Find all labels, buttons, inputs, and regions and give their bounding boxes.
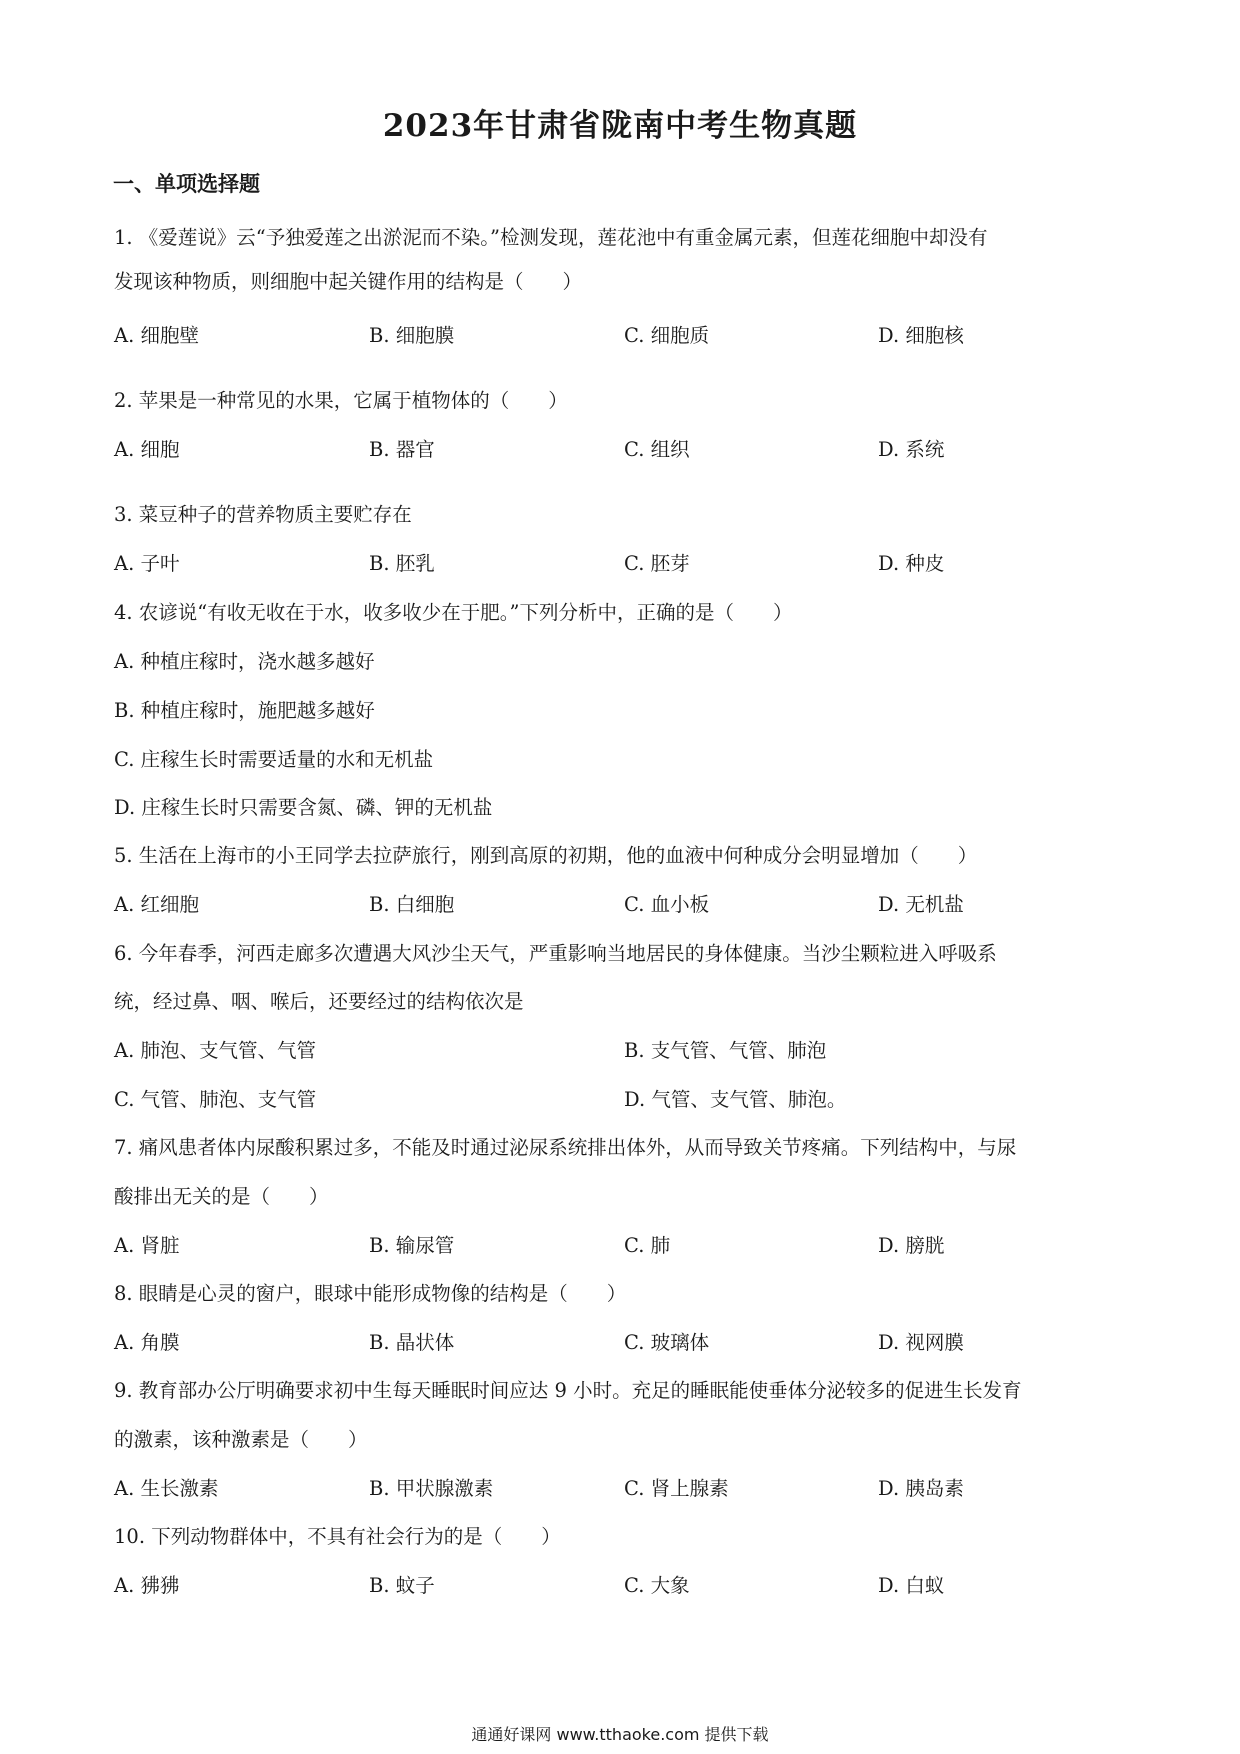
question-10-option-c: C. 大象	[624, 1574, 690, 1597]
question-7-option-c: C. 肺	[624, 1234, 671, 1257]
question-5-line-1: 5. 生活在上海市的小王同学去拉萨旅行，刚到高原的初期，他的血液中何种成分会明显增加（ ）	[114, 844, 978, 867]
question-1-option-b: B. 细胞膜	[369, 324, 455, 347]
footer-watermark: 通通好课网 www.tthaoke.com 提供下载	[471, 1725, 769, 1744]
question-6-option-c: C. 气管、肺泡、支气管	[114, 1088, 317, 1111]
question-9-option-c: C. 肾上腺素	[624, 1477, 729, 1500]
question-5-option-b: B. 白细胞	[369, 893, 455, 916]
question-6-option-a: A. 肺泡、支气管、气管	[114, 1039, 316, 1062]
page-title: 2023年甘肃省陇南中考生物真题	[382, 108, 858, 144]
question-2-option-b: B. 器官	[369, 438, 435, 461]
question-1-option-c: C. 细胞质	[624, 324, 710, 347]
question-8-line-1: 8. 眼睛是心灵的窗户，眼球中能形成物像的结构是（ ）	[114, 1282, 627, 1305]
question-9-option-a: A. 生长激素	[114, 1477, 219, 1500]
question-7-line-2: 酸排出无关的是（ ）	[114, 1185, 329, 1208]
question-1-option-d: D. 细胞核	[878, 324, 964, 347]
question-3-option-b: B. 胚乳	[369, 552, 435, 575]
question-6-option-b: B. 支气管、气管、肺泡	[624, 1039, 827, 1062]
question-2-line-1: 2. 苹果是一种常见的水果，它属于植物体的（ ）	[114, 389, 568, 412]
section-heading: 一、单项选择题	[113, 171, 260, 196]
question-1-option-a: A. 细胞壁	[114, 324, 199, 347]
question-1-line-2: 发现该种物质，则细胞中起关键作用的结构是（ ）	[114, 270, 583, 293]
question-3-option-a: A. 子叶	[114, 552, 180, 575]
question-2-option-a: A. 细胞	[114, 438, 180, 461]
question-10-option-a: A. 狒狒	[114, 1574, 180, 1597]
question-8-option-a: A. 角膜	[114, 1331, 180, 1354]
question-9-line-1: 9. 教育部办公厅明确要求初中生每天睡眠时间应达 9 小时。充足的睡眠能使垂体分泌较多的促进生长发育	[114, 1379, 1022, 1402]
question-10-line-1: 10. 下列动物群体中，不具有社会行为的是（ ）	[114, 1525, 561, 1548]
question-9-option-d: D. 胰岛素	[878, 1477, 964, 1500]
question-9-option-b: B. 甲状腺激素	[369, 1477, 494, 1500]
question-5-option-a: A. 红细胞	[114, 893, 199, 916]
question-10-option-b: B. 蚊子	[369, 1574, 435, 1597]
question-7-option-b: B. 输尿管	[369, 1234, 455, 1257]
question-4-line-1: 4. 农谚说“有收无收在于水，收多收少在于肥。”下列分析中，正确的是（ ）	[114, 601, 793, 624]
question-1-line-1: 1. 《爱莲说》云“予独爱莲之出淤泥而不染。”检测发现，莲花池中有重金属元素，但莲花细胞中却没有	[114, 226, 988, 249]
question-3-option-c: C. 胚芽	[624, 552, 690, 575]
question-10-option-d: D. 白蚁	[878, 1574, 945, 1597]
question-3-option-d: D. 种皮	[878, 552, 945, 575]
question-4-option-d: D. 庄稼生长时只需要含氮、磷、钾的无机盐	[114, 796, 493, 819]
question-6-line-1: 6. 今年春季，河西走廊多次遭遇大风沙尘天气，严重影响当地居民的身体健康。当沙尘颗粒进入呼吸系	[114, 942, 997, 965]
question-7-line-1: 7. 痛风患者体内尿酸积累过多，不能及时通过泌尿系统排出体外，从而导致关节疼痛。下列结构中，与尿	[114, 1136, 1017, 1159]
question-9-line-2: 的激素，该种激素是（ ）	[114, 1428, 368, 1451]
question-7-option-a: A. 肾脏	[114, 1234, 180, 1257]
question-5-option-c: C. 血小板	[624, 893, 710, 916]
question-2-option-d: D. 系统	[878, 438, 945, 461]
question-5-option-d: D. 无机盐	[878, 893, 964, 916]
question-7-option-d: D. 膀胱	[878, 1234, 945, 1257]
question-4-option-a: A. 种植庄稼时，浇水越多越好	[114, 650, 375, 673]
question-8-option-c: C. 玻璃体	[624, 1331, 710, 1354]
question-4-option-b: B. 种植庄稼时，施肥越多越好	[114, 699, 375, 722]
question-3-line-1: 3. 菜豆种子的营养物质主要贮存在	[114, 503, 412, 526]
question-2-option-c: C. 组织	[624, 438, 690, 461]
question-6-option-d: D. 气管、支气管、肺泡。	[624, 1088, 847, 1111]
question-8-option-b: B. 晶状体	[369, 1331, 455, 1354]
question-6-line-2: 统，经过鼻、咽、喉后，还要经过的结构依次是	[114, 990, 524, 1013]
question-8-option-d: D. 视网膜	[878, 1331, 964, 1354]
question-4-option-c: C. 庄稼生长时需要适量的水和无机盐	[114, 748, 434, 771]
